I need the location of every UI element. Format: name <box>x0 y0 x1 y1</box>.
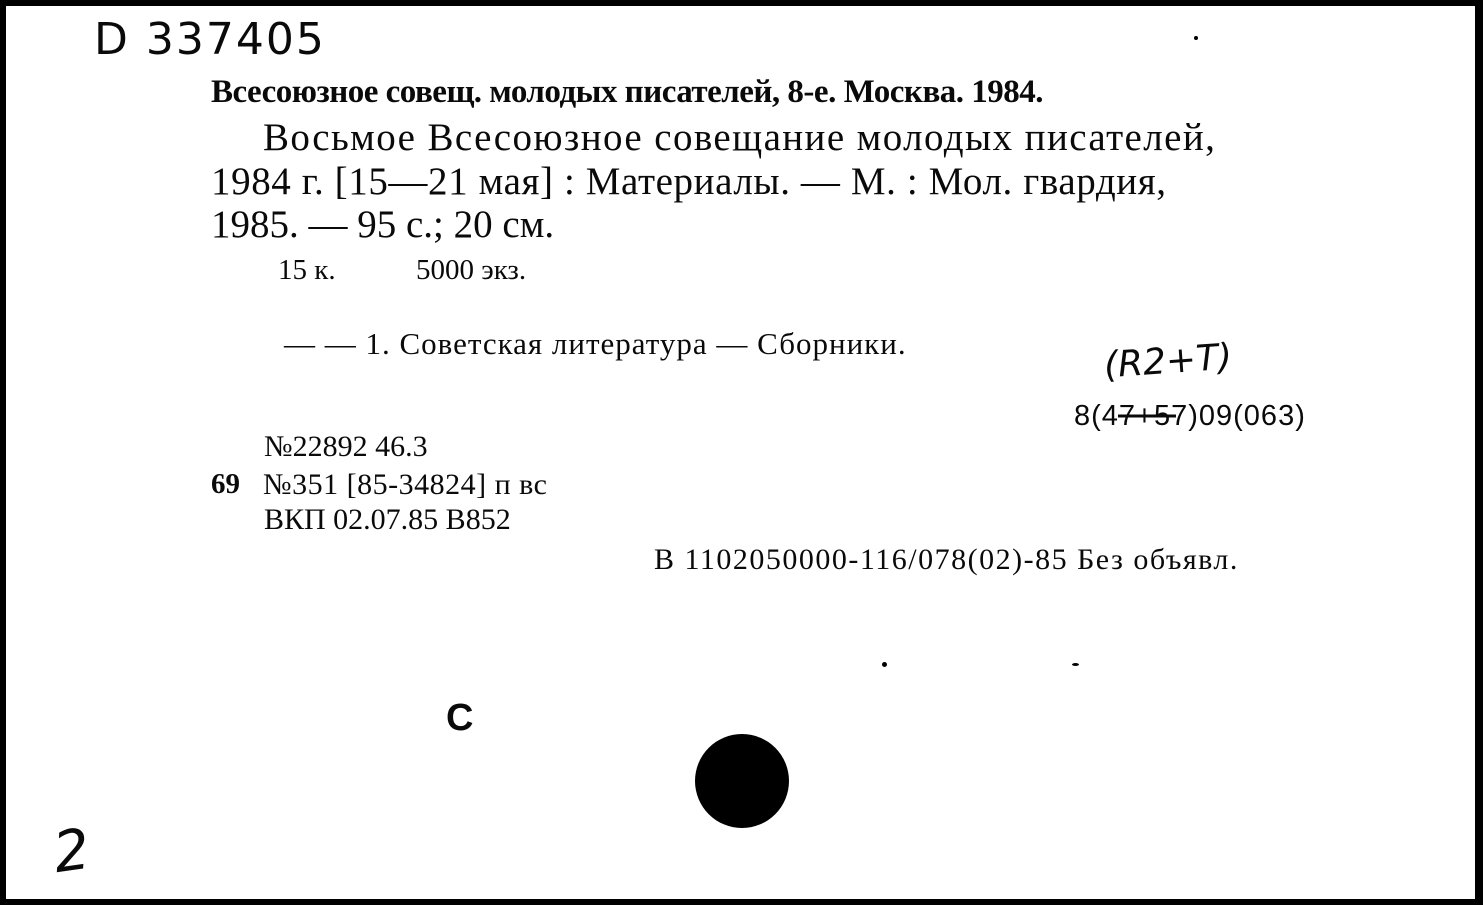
registry-line-3: ВКП 02.07.85 В852 <box>264 503 511 536</box>
inventory-number: D 337405 <box>94 14 326 65</box>
ink-speck <box>882 662 887 667</box>
description-line-1: Восьмое Всесоюзное совещание молодых писателей, <box>263 116 1217 159</box>
classification-index: 8(47+57)09(063) <box>1074 400 1306 432</box>
handwritten-corner-number: 2 <box>49 816 94 887</box>
print-run: 5000 экз. <box>416 254 527 286</box>
registry-line-1: №22892 46.3 <box>264 430 428 463</box>
registry-line-2: №351 [85-34824] п вс <box>263 468 548 501</box>
description-line-3: 1985. — 95 с.; 20 см. <box>211 203 555 246</box>
card-heading: Всесоюзное совещ. молодых писателей, 8-е. Москва. 1984. <box>211 74 1044 110</box>
registry-prefix: 69 <box>211 468 240 500</box>
ink-speck <box>1072 663 1079 666</box>
price: 15 к. <box>278 254 336 286</box>
description-line-2: 1984 г. [15—21 мая] : Материалы. — М. : Мол. гвардия, <box>211 160 1167 203</box>
punch-hole <box>695 734 789 828</box>
publisher-code: В 1102050000-116/078(02)-85 Без объявл. <box>654 543 1239 576</box>
subject-heading: — — 1. Советская литература — Сборники. <box>284 326 907 361</box>
letter-mark: С <box>446 697 474 739</box>
ink-speck <box>1194 36 1198 40</box>
handwritten-note: (R2+T) <box>1102 336 1234 387</box>
strikethrough-mark <box>1118 410 1178 422</box>
